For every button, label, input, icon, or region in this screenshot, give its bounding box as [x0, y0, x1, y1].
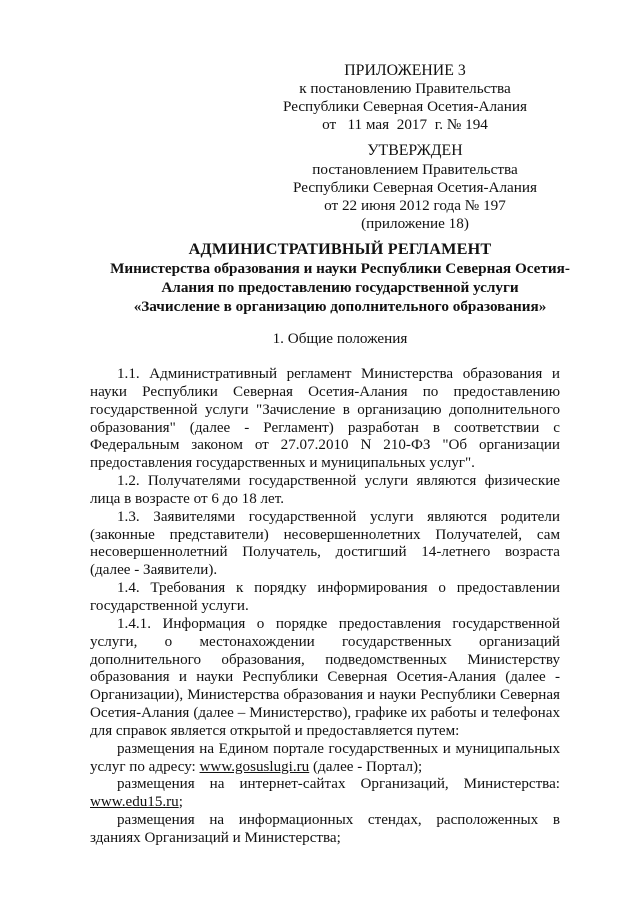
edu15-link[interactable]: www.edu15.ru — [90, 794, 179, 811]
approved-line-4: (приложение 18) — [361, 215, 469, 232]
title-line-1: Министерства образования и науки Республики Северная Осетия- — [110, 260, 570, 277]
paragraph-stands: размещения на информационных стендах, расположенных в зданиях Организаций и Министерства; — [90, 812, 560, 846]
approved-block — [270, 142, 560, 233]
approved-line-1: постановлением Правительства — [312, 161, 518, 178]
paragraph-websites — [90, 776, 560, 812]
title-main: АДМИНИСТРАТИВНЫЙ РЕГЛАМЕНТ — [188, 240, 492, 258]
paragraph-portal — [90, 741, 560, 777]
appendix-line-2: Республики Северная Осетия-Алания — [282, 98, 528, 115]
paragraph-1-3: 1.3. Заявителями государственной услуги являются родители (законные представители) несовершеннолетних Получателей, сам несовершеннолетний Получатель, достигший 14-летнего возраста (далее - Заявители). — [90, 508, 560, 579]
appendix-line-1: к постановлению Правительства — [299, 80, 511, 97]
approved-heading: УТВЕРЖДЕН — [367, 142, 463, 159]
document-title — [60, 240, 620, 316]
gosuslugi-link[interactable]: www.gosuslugi.ru — [199, 758, 310, 775]
websites-text-before: размещения на интернет-сайтах Организаций, Министерства: — [117, 776, 560, 793]
paragraph-1-2: 1.2. Получателями государственной услуги являются физические лица в возрасте от 6 до 18 лет. — [90, 473, 560, 507]
approved-line-2: Республики Северная Осетия-Алания — [292, 179, 538, 196]
portal-text-after: (далее - Портал); — [309, 758, 423, 775]
title-line-3: «Зачисление в организацию дополнительного образования» — [133, 298, 547, 315]
approved-line-3: от 22 июня 2012 года № 197 — [324, 197, 506, 214]
title-line-2: Алания по предоставлению государственной услуги — [161, 279, 519, 296]
portal-text-before: размещения на Едином портале государственных и муниципальных услуг по адресу: — [90, 740, 560, 775]
appendix-line-3: от 11 мая 2017 г. № 194 — [322, 116, 488, 133]
appendix-block — [270, 62, 540, 134]
websites-text-after: ; — [178, 794, 183, 811]
paragraph-1-1: 1.1. Административный регламент Министерства образования и науки Республики Северная Осетия-Алания по предоставлению государственной услуги "Зачисление в организацию дополнительного образования" (далее - Регламент) разработан в соответствии с Федеральным законом от 27.07.2010 N 210-ФЗ "Об организации предоставления государственных и муниципальных услуг". — [90, 366, 560, 472]
paragraph-1-4: 1.4. Требования к порядку информирования о предоставлении государственной услуги. — [90, 580, 560, 614]
paragraph-1-4-1: 1.4.1. Информация о порядке предоставления государственной услуги, о местонахождении государственных организаций дополнительного образования, подведомственных Министерству образования и науки Республики Северная Осетия-Алания (далее - Организации), Министерства образования и науки Республики Северная Осетия-Алания (далее – Министерство), графике их работы и телефонах для справок является открытой и предоставляется путем: — [90, 615, 560, 739]
appendix-heading: ПРИЛОЖЕНИЕ 3 — [344, 62, 466, 79]
document-body — [90, 366, 560, 848]
section-heading: 1. Общие положения — [272, 330, 408, 347]
